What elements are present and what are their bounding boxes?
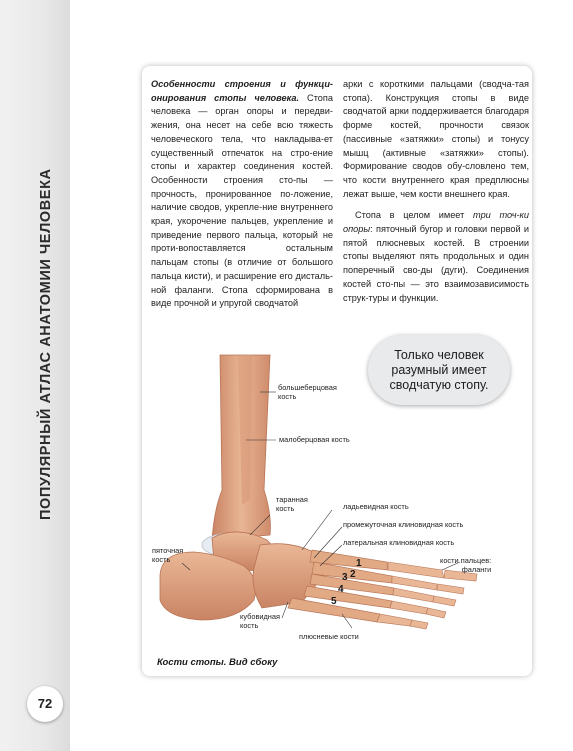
left-body-text: Стопа человека — орган опоры и передви-жения, она несет на себе всю тяжесть человеческого тела, что накладыва-ет существенный отпечаток на стро-ение стопы и характер соединения костей. Особенности строения сто-пы — прочность, пронированное по-ложение, наличие сводов, укрепле-ние внутреннего края, укорочение пальцев, укрепление и приведение первого пальца, который не проти-вопоставляется остальным пальцам стопы (в отличие от большого пальца кисти), и расширение его дисталь-ной фаланги. Стопа сформирована в виде прочной и упругой сводчатой (151, 92, 333, 309)
metatarsal-number-1: 1 (356, 558, 362, 569)
text-column-right (343, 78, 529, 305)
metatarsal-number-5: 5 (331, 596, 337, 607)
right-paragraph-2 (343, 209, 529, 305)
page-gutter (0, 0, 70, 751)
callout-text: Только человек разумный имеет сводчатую стопу. (389, 347, 489, 392)
para2-italic: три точ-ки опоры (343, 210, 529, 235)
label-cuboid (240, 612, 280, 630)
metatarsal-number-2: 2 (350, 569, 356, 580)
label-fibula: малоберцовая кость (279, 435, 350, 444)
para2-end: : пяточный бугор и головки первой и пятой плюсневых костей. В строении стопы выделяют пять продольных и один поперечный сво-ды (дуги). Соединения костей сто-пы — это взаимозависимость струк-туры и функции. (343, 224, 529, 303)
section-lead: Особенности строения и функци-онирования стопы человека. (151, 79, 333, 103)
label-talus (276, 495, 308, 513)
book-running-title: ПОПУЛЯРНЫЙ АТЛАС АНАТОМИИ ЧЕЛОВЕКА (38, 168, 54, 520)
label-lateral-cuneiform: латеральная клиновидная кость (343, 538, 455, 547)
label-calcaneus (152, 546, 183, 564)
label-phalanges (440, 556, 491, 574)
label-calcaneus-text: пяточная кость (152, 546, 184, 564)
label-talus-text: таранная кость (276, 495, 308, 513)
label-navicular: ладьевидная кость (343, 502, 409, 511)
left-paragraph (151, 78, 333, 311)
right-paragraph-1: арки с короткими пальцами (сводча-тая стопа). Конструкция стопы в виде сводчатой арки поддерживается благодаря форме костей, прочности связок (пассивные «затяжки» стопы) и тонусу мышц (активные «затяжки» стопы). Формирование сводов обу-словлено тем, что кости внутреннего края предплюсны лежат выше, чем кости внешнего края. (343, 79, 529, 199)
label-tibia-text: большеберцовая кость (278, 383, 337, 401)
page-number: 72 (27, 686, 63, 722)
figure-caption: Кости стопы. Вид сбоку (157, 657, 278, 668)
label-phalanges-text: кости пальцев: фаланги (440, 556, 492, 574)
para2-start: Стопа в целом имеет (355, 210, 474, 221)
metatarsal-number-3: 3 (342, 572, 348, 583)
label-intermediate-cuneiform: промежуточная клиновидная кость (343, 520, 464, 529)
label-cuboid-text: кубовидная кость (240, 612, 280, 630)
label-metatarsals: плюсневые кости (299, 632, 359, 641)
text-column-left (151, 78, 333, 311)
metatarsal-number-4: 4 (338, 584, 344, 595)
label-tibia (278, 383, 337, 401)
